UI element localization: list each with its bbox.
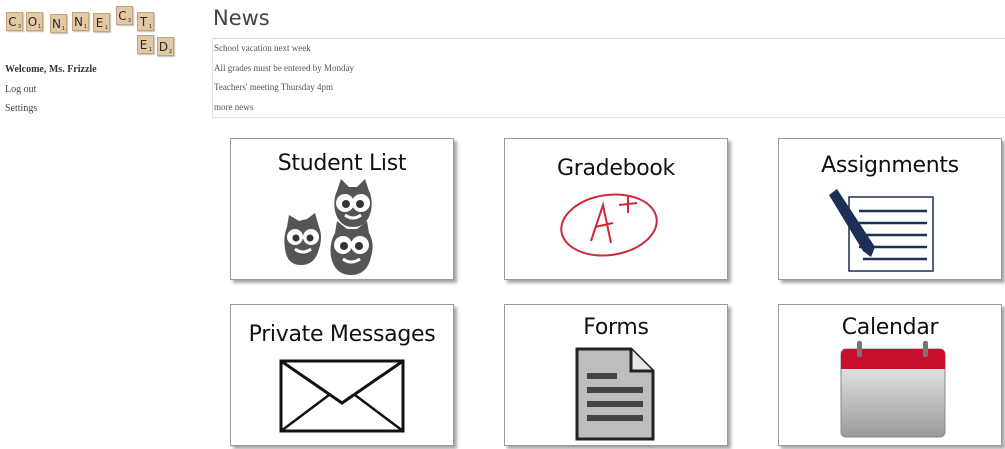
forms-tile[interactable]: [504, 304, 728, 446]
calendar-tile[interactable]: [778, 304, 1002, 446]
connected-logo: [4, 4, 184, 56]
logo-tile: N 1: [72, 12, 89, 31]
logo-tile: E 1: [137, 35, 154, 54]
tile-label: Calendar: [841, 315, 939, 340]
envelope-icon: [279, 359, 405, 435]
tile-label: Student List: [277, 151, 407, 176]
logo-tile: C 3: [6, 12, 23, 31]
news-item: Teachers' meeting Thursday 4pm: [214, 82, 334, 92]
tile-label: Private Messages: [248, 322, 436, 347]
gradebook-tile[interactable]: [504, 138, 728, 280]
logo-tile: T 1: [137, 12, 154, 31]
pen-and-paper-icon: [823, 189, 941, 275]
more-news-link[interactable]: more news: [214, 101, 254, 112]
assignments-tile[interactable]: [778, 138, 1002, 280]
logo-tile: E 1: [93, 13, 110, 32]
owls-icon: [281, 177, 393, 277]
student-list-tile[interactable]: [230, 138, 454, 280]
logo-tile: O 1: [26, 12, 43, 31]
user-sidebar: [5, 60, 97, 119]
document-icon: [575, 347, 657, 443]
logo-tile: D 2: [157, 37, 174, 56]
news-item: All grades must be entered by Monday: [214, 62, 354, 73]
settings-link[interactable]: Settings: [5, 103, 38, 114]
logo-tile: C 3: [116, 6, 133, 25]
news-panel: [212, 38, 1005, 118]
tile-label: Gradebook: [557, 156, 675, 181]
logout-link[interactable]: Log out: [5, 83, 37, 95]
news-heading: News: [213, 6, 270, 30]
tile-label: Assignments: [821, 153, 959, 178]
welcome-message: Welcome, Ms. Frizzle: [5, 64, 97, 75]
private-messages-tile[interactable]: [230, 304, 454, 446]
a-plus-grade-icon: [557, 183, 667, 263]
tile-label: Forms: [583, 315, 649, 340]
calendar-icon: [839, 341, 947, 441]
logo-tile: N 1: [50, 14, 67, 33]
news-item: School vacation next week: [214, 43, 311, 53]
